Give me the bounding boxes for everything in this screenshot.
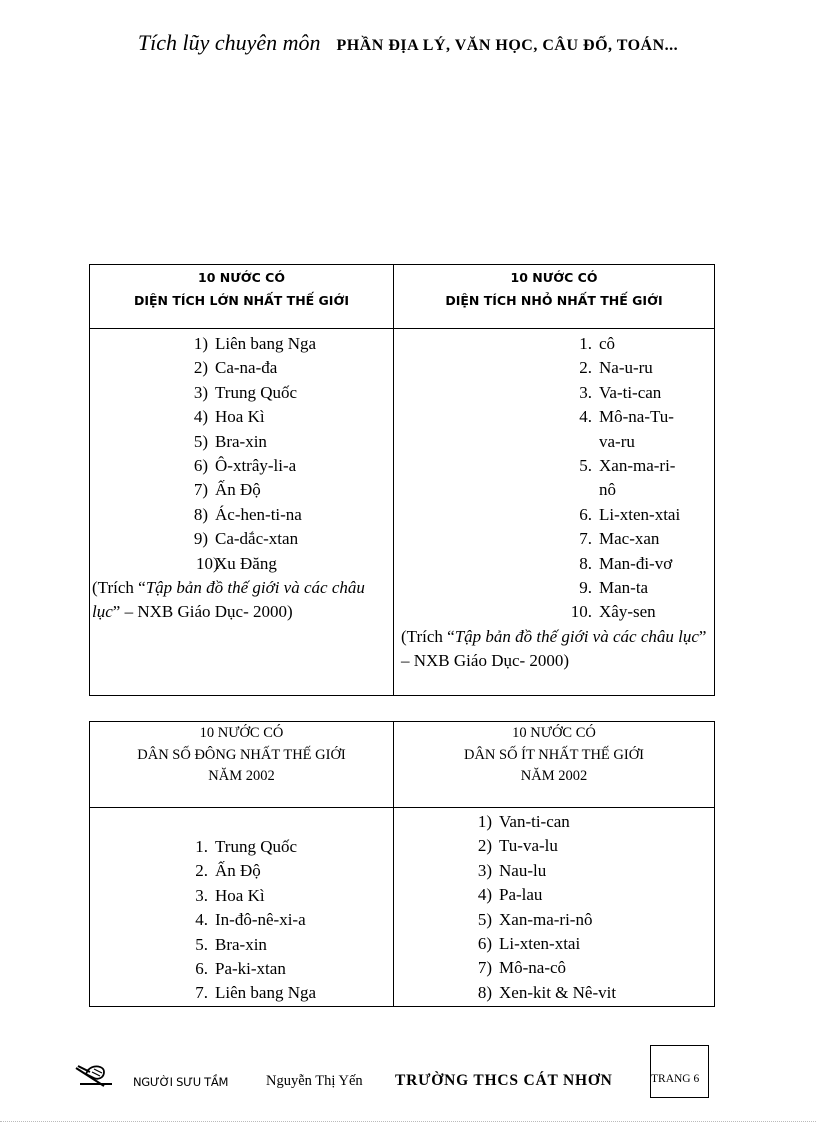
page-number-box [650,1045,709,1098]
header-line: DIỆN TÍCH LỚN NHẤT THẾ GIỚI [133,293,350,308]
header-line: NĂM 2002 [208,768,275,784]
page-header [0,30,816,56]
header-line: DÂN SỐ ĐÔNG NHẤT THẾ GIỚI [137,746,346,763]
population-smallest-list-cell [394,808,715,1007]
list-item: 1. cô [579,334,616,353]
list-item: 3. Hoa Kì [195,885,265,905]
list-item: 9) Ca-dắc-xtan [193,529,299,549]
list-item: 7) Mô-na-cô [477,958,567,978]
area-smallest-list-cell [394,329,715,696]
list-item: 1. Trung Quốc [195,837,298,856]
list-item: 2. Na-u-ru [579,358,653,378]
header-caps-title: PHẦN ĐỊA LÝ, VĂN HỌC, CÂU ĐỐ, TOÁN... [336,37,679,54]
population-largest-list [160,808,393,1006]
list-item: 5. Bra-xin [195,934,267,954]
list-item: 5) Xan-ma-ri-nô [477,909,593,929]
citation-prefix: (Trích “ [401,626,455,646]
header-line: DÂN SỐ ÍT NHẤT THẾ GIỚI [463,746,645,763]
list-item: 6) Li-xten-xtai [477,934,581,954]
collector-label: NGƯỜI SƯU TẦM [133,1075,229,1089]
list-item: 3. Va-ti-can [579,382,662,402]
list-item: 7. Liên bang Nga [195,983,317,1003]
area-table [89,264,715,696]
list-item: 4) Hoa Kì [193,407,265,427]
list-item: 5. Xan-ma-ri-nô [579,456,676,500]
header-line: NĂM 2002 [520,768,588,784]
citation [90,576,393,625]
list-item: 6. Pa-ki-xtan [195,959,286,979]
list-item: 7. Mac-xan [579,529,660,549]
bottom-dotted-line [0,1121,816,1122]
list-item: 8) Ác-hen-ti-na [193,504,302,524]
header-line: 10 NƯỚC CÓ [198,270,285,285]
citation-suffix: ” – NXB Giáo Dục- 2000) [112,602,293,622]
population-smallest-header [394,722,715,808]
list-item: 2) Ca-na-đa [193,358,278,378]
list-item: 3) Nau-lu [477,860,547,880]
list-item: 4. In-đô-nê-xi-a [195,910,306,930]
citation [394,625,714,674]
list-item: 10. Xây-sen [570,602,656,622]
list-item: 1) Van-ti-can [477,812,570,831]
population-largest-list-cell [90,808,394,1007]
school-name: TRƯỜNG THCS CÁT NHƠN [395,1072,613,1089]
list-item: 7) Ấn Độ [193,480,261,500]
citation-prefix: (Trích “ [92,578,146,598]
list-item: 6. Li-xten-xtai [579,504,681,524]
writing-hand-icon [74,1060,116,1090]
area-largest-header [90,265,394,329]
header-line: DIỆN TÍCH NHỎ NHẤT THẾ GIỚI [445,293,663,308]
list-item: 8) Xen-kit & Nê-vit [477,982,617,1002]
area-largest-list [160,329,393,576]
list-item: 2) Tu-va-lu [477,836,558,856]
page-number: TRANG 6 [651,1073,700,1085]
population-largest-header [90,722,394,808]
list-item: 1) Liên bang Nga [193,334,317,353]
header-line: 10 NƯỚC CÓ [512,725,596,741]
citation-title: Tập bản đồ thế giới và các châu lục [454,626,699,646]
list-item: 3) Trung Quốc [193,382,298,402]
area-largest-list-cell [90,329,394,696]
header-italic-title: Tích lũy chuyên môn [137,30,321,55]
list-item: 6) Ô-xtrây-li-a [193,456,297,476]
list-item: 5) Bra-xin [193,431,267,451]
list-item: 4) Pa-lau [477,885,543,905]
citation-title: Tập bản đồ thế giới và các châu lục [92,578,365,622]
list-item: 10) Xu Đăng [196,553,277,573]
list-item: 2. Ấn Độ [195,861,261,881]
population-table [89,721,715,1007]
header-line: 10 NƯỚC CÓ [199,725,284,741]
list-item: 8. Man-đi-vơ [579,553,673,573]
area-smallest-list [544,329,699,625]
area-smallest-header [394,265,715,329]
list-item: 4. Mô-na-Tu-va-ru [579,407,674,451]
list-item: 9. Man-ta [579,578,649,598]
citation-suffix: ” – NXB Giáo Dục- 2000) [401,626,707,671]
population-smallest-list [444,808,714,1005]
page-footer [0,1065,816,1105]
header-line: 10 NƯỚC CÓ [510,270,598,285]
author-name: Nguyễn Thị Yến [266,1073,363,1089]
